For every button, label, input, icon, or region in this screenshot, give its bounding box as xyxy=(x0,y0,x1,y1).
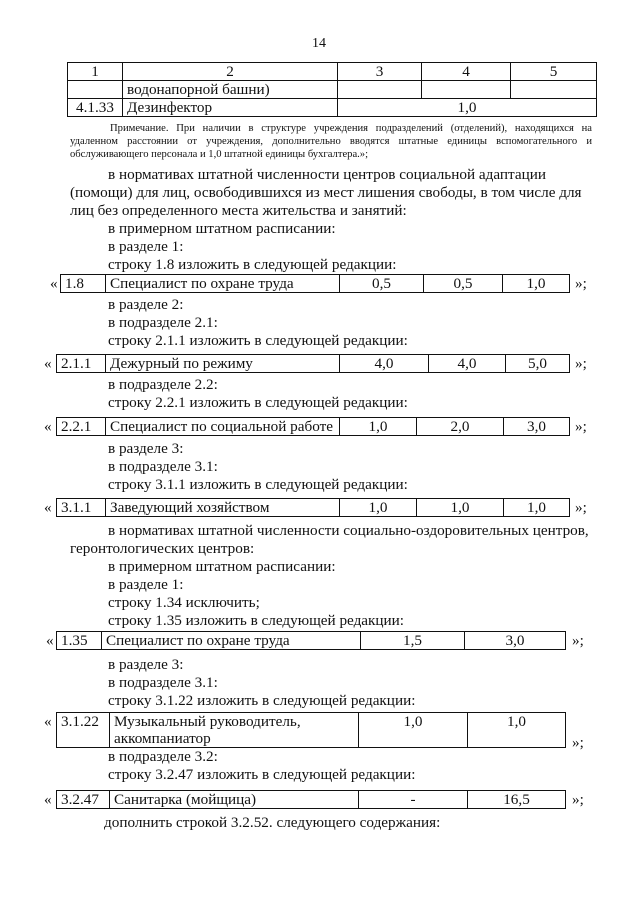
name-line: аккомпаниатор xyxy=(114,730,211,747)
quote-open: « xyxy=(50,275,58,292)
instruction-line: строку 3.1.22 изложить в следующей редакции: xyxy=(108,692,416,709)
value-cell: 1,0 xyxy=(468,713,566,748)
value-cell: 0,5 xyxy=(424,275,503,293)
name-cell: Заведующий хозяйством xyxy=(106,499,340,517)
top-table xyxy=(67,62,597,117)
table-row xyxy=(57,791,566,809)
code-cell: 2.2.1 xyxy=(57,418,106,436)
continuation-cell: водонапорной башни) xyxy=(123,81,338,99)
instruction-line: дополнить строкой 3.2.52. следующего содержания: xyxy=(104,814,441,831)
quote-open: « xyxy=(44,713,52,730)
quote-open: « xyxy=(44,499,52,516)
quote-close: »; xyxy=(575,499,587,516)
empty-cell xyxy=(511,81,597,99)
name-cell: Специалист по охране труда xyxy=(102,632,361,650)
table-row xyxy=(57,632,566,650)
table-row xyxy=(68,81,597,99)
value-cell: 1,0 xyxy=(504,499,570,517)
instruction-line: в подразделе 3.1: xyxy=(108,674,218,691)
value-cell: 1,5 xyxy=(361,632,465,650)
instruction-line: строку 3.2.47 изложить в следующей редакции: xyxy=(108,766,416,783)
table-row xyxy=(68,99,597,117)
table-header-row xyxy=(68,63,597,81)
header-cell: 5 xyxy=(511,63,597,81)
code-cell: 2.1.1 xyxy=(57,355,106,373)
value-cell: 16,5 xyxy=(468,791,566,809)
instruction-line: строку 1.34 исключить; xyxy=(108,594,260,611)
name-cell: Специалист по социальной работе xyxy=(106,418,340,436)
row-table-3-1-22 xyxy=(56,712,566,748)
value-cell: 1,0 xyxy=(340,418,417,436)
quote-close: »; xyxy=(572,632,584,649)
value-cell: 4,0 xyxy=(429,355,506,373)
page-number: 14 xyxy=(312,36,326,51)
code-cell: 1.8 xyxy=(61,275,106,293)
paragraph-line: в нормативах штатной численности социально-оздоровительных центров, xyxy=(108,522,589,539)
name-line: Музыкальный руководитель, xyxy=(114,713,301,730)
table-row xyxy=(57,499,570,517)
value-cell: 2,0 xyxy=(417,418,504,436)
code-cell: 3.1.22 xyxy=(57,713,110,748)
instruction-line: строку 2.2.1 изложить в следующей редакции: xyxy=(108,394,408,411)
quote-close: »; xyxy=(572,734,584,751)
code-cell: 4.1.33 xyxy=(68,99,123,117)
paragraph-line: лиц без определенного места жительства и занятий: xyxy=(70,202,407,219)
header-cell: 4 xyxy=(422,63,511,81)
quote-open: « xyxy=(44,791,52,808)
value-cell: 3,0 xyxy=(465,632,566,650)
row-table-2-2-1 xyxy=(56,417,570,436)
row-table-1-8 xyxy=(60,274,570,293)
empty-cell xyxy=(68,81,123,99)
note: Примечание. При наличии в структуре учреждения подразделений (отделений), находящихся на удаленном расстоянии от учреждения, дополнительно вводятся штатные единицы вспомогательного и обслуживающего персонала и 1,0 штатной единицы бухгалтера.»; xyxy=(70,123,592,160)
table-row xyxy=(57,418,570,436)
instruction-line: в разделе 1: xyxy=(108,238,184,255)
instruction-line: в разделе 3: xyxy=(108,440,184,457)
instruction-line: в разделе 2: xyxy=(108,296,184,313)
quote-close: »; xyxy=(575,355,587,372)
value-cell: 1,0 xyxy=(359,713,468,748)
instruction-line: в разделе 1: xyxy=(108,576,184,593)
instruction-line: в примерном штатном расписании: xyxy=(108,220,336,237)
value-cell: 3,0 xyxy=(504,418,570,436)
paragraph-line: в нормативах штатной численности центров социальной адаптации xyxy=(108,166,546,183)
name-cell xyxy=(110,713,359,748)
instruction-line: строку 1.35 изложить в следующей редакции: xyxy=(108,612,405,629)
value-cell: 0,5 xyxy=(340,275,424,293)
paragraph-line: геронтологических центров: xyxy=(70,540,255,557)
instruction-line: в подразделе 2.2: xyxy=(108,376,218,393)
instruction-line: в примерном штатном расписании: xyxy=(108,558,336,575)
instruction-line: строку 1.8 изложить в следующей редакции: xyxy=(108,256,397,273)
paragraph-line: (помощи) для лиц, освободившихся из мест лишения свободы, в том числе для xyxy=(70,184,582,201)
table-row xyxy=(57,713,566,748)
quote-open: « xyxy=(44,418,52,435)
value-cell: 4,0 xyxy=(340,355,429,373)
instruction-line: в разделе 3: xyxy=(108,656,184,673)
value-cell: 1,0 xyxy=(338,99,597,117)
table-row xyxy=(57,355,570,373)
instruction-line: в подразделе 3.2: xyxy=(108,748,218,765)
empty-cell xyxy=(422,81,511,99)
code-cell: 1.35 xyxy=(57,632,102,650)
quote-open: « xyxy=(44,355,52,372)
name-cell: Специалист по охране труда xyxy=(106,275,340,293)
code-cell: 3.1.1 xyxy=(57,499,106,517)
name-cell: Санитарка (мойщица) xyxy=(110,791,359,809)
header-cell: 2 xyxy=(123,63,338,81)
quote-close: »; xyxy=(575,275,587,292)
instruction-line: строку 2.1.1 изложить в следующей редакции: xyxy=(108,332,408,349)
header-cell: 1 xyxy=(68,63,123,81)
empty-cell xyxy=(338,81,422,99)
instruction-line: в подразделе 3.1: xyxy=(108,458,218,475)
table-row xyxy=(61,275,570,293)
quote-close: »; xyxy=(575,418,587,435)
name-cell: Дежурный по режиму xyxy=(106,355,340,373)
instruction-line: в подразделе 2.1: xyxy=(108,314,218,331)
value-cell: 1,0 xyxy=(340,499,417,517)
value-cell: - xyxy=(359,791,468,809)
quote-close: »; xyxy=(572,791,584,808)
header-cell: 3 xyxy=(338,63,422,81)
row-table-3-2-47 xyxy=(56,790,566,809)
instruction-line: строку 3.1.1 изложить в следующей редакции: xyxy=(108,476,408,493)
value-cell: 5,0 xyxy=(506,355,570,373)
code-cell: 3.2.47 xyxy=(57,791,110,809)
value-cell: 1,0 xyxy=(417,499,504,517)
quote-open: « xyxy=(46,632,54,649)
name-cell: Дезинфектор xyxy=(123,99,338,117)
value-cell: 1,0 xyxy=(503,275,570,293)
row-table-3-1-1 xyxy=(56,498,570,517)
row-table-2-1-1 xyxy=(56,354,570,373)
row-table-1-35 xyxy=(56,631,566,650)
